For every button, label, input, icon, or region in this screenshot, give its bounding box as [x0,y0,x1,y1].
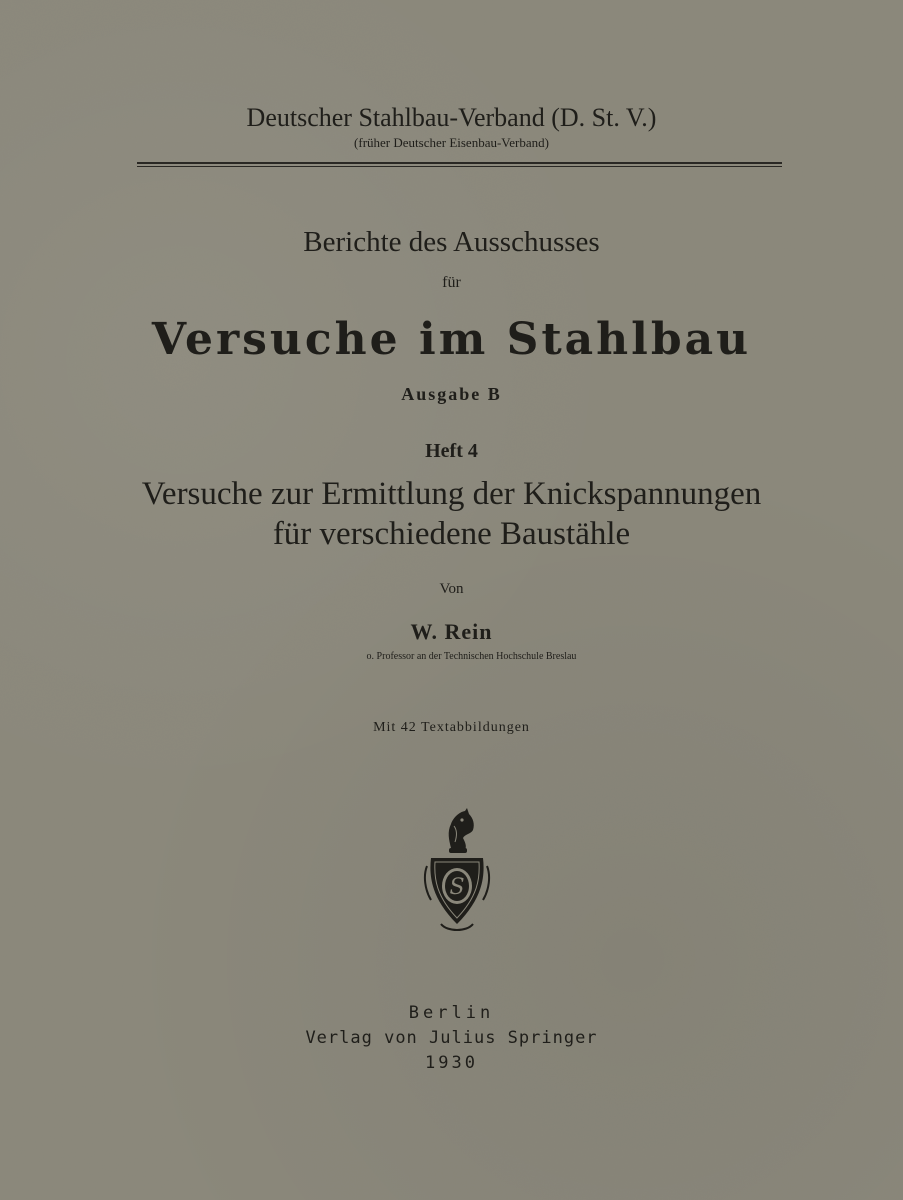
volume-number: Heft 4 [425,440,478,462]
publication-year: 1930 [425,1053,478,1073]
header-rule-thin [137,166,782,167]
volume-subtitle-line-2: für verschiedene Baustähle [272,516,631,552]
series-connector: für [442,274,461,291]
publisher-name: Verlag von Julius Springer [305,1028,598,1048]
main-title: Versuche im Stahlbau [151,314,752,365]
volume-subtitle-line-1: Versuche zur Ermittlung der Knickspannungen [141,476,762,512]
author-by-label: Von [439,581,464,597]
edition-label: Ausgabe B [401,384,502,404]
series-title: Berichte des Ausschusses [303,226,600,258]
organization-former-name: (früher Deutscher Eisenbau-Verband) [354,135,549,150]
author-name: W. Rein [410,619,493,644]
illustrations-note: Mit 42 Textabbildungen [373,720,530,735]
springer-knight-chess-emblem-icon [421,806,493,936]
svg-text:S: S [449,875,465,900]
organization-name: Deutscher Stahlbau-Verband (D. St. V.) [246,103,657,132]
author-affiliation: o. Professor an der Technischen Hochschule Breslau [366,651,577,662]
header-rule-thick [137,162,782,164]
publisher-city: Berlin [408,1003,495,1023]
